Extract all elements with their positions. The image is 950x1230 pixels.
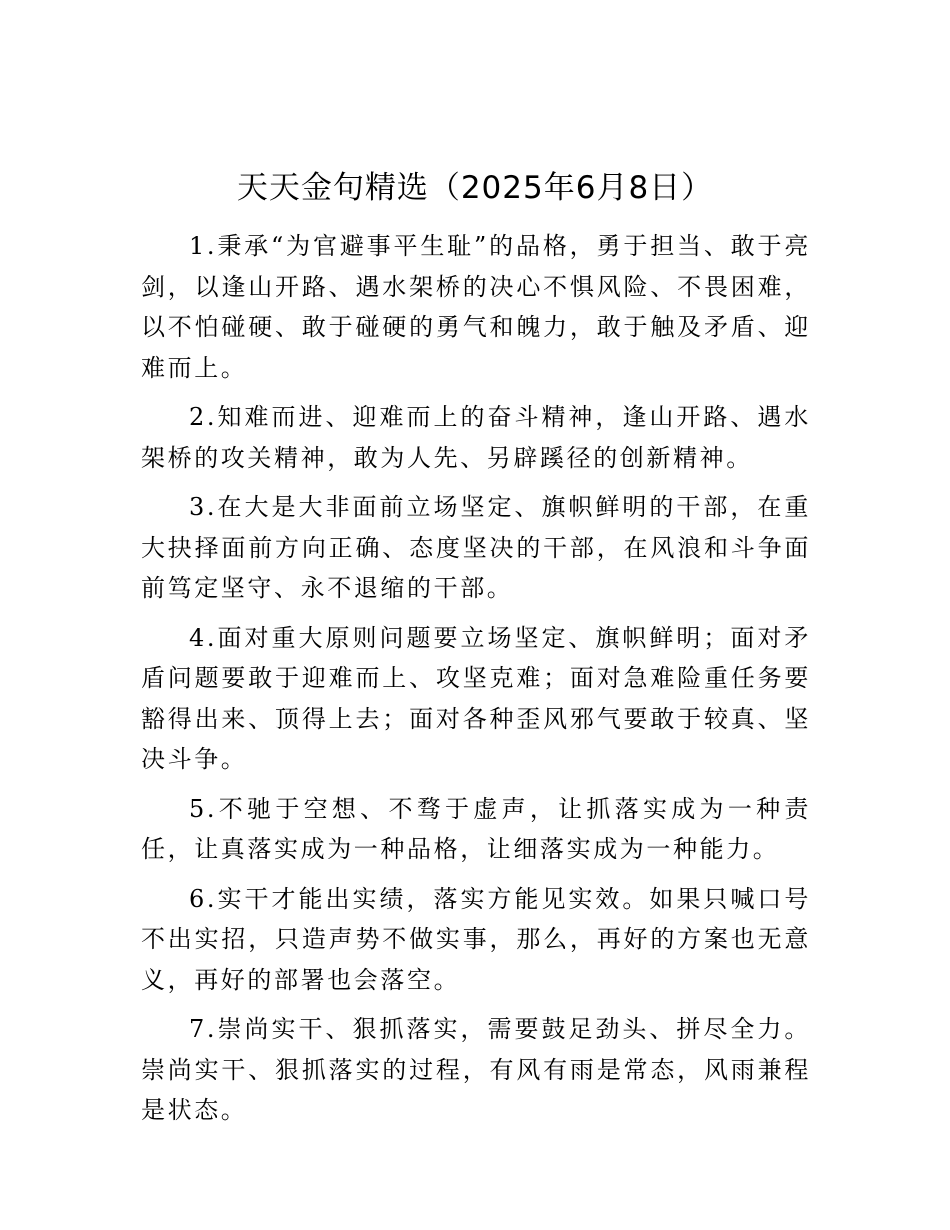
document-title: 天天金句精选（2025年6月8日） [236, 170, 714, 206]
document-body [141, 226, 811, 1140]
paragraph-5: 5.不驰于空想、不骛于虚声，让抓落实成为一种责任，让真落实成为一种品格，让细落实成为一种能力。 [141, 794, 811, 863]
paragraph-2: 2.知难而进、迎难而上的奋斗精神，逢山开路、遇水架桥的攻关精神，敢为人先、另辟蹊径的创新精神。 [141, 403, 811, 472]
paragraph-1: 1.秉承“为官避事平生耻”的品格，勇于担当、敢于亮剑，以逢山开路、遇水架桥的决心不惧风险、不畏困难，以不怕碰硬、敢于碰硬的勇气和魄力，敢于触及矛盾、迎难而上。 [141, 232, 811, 382]
paragraph-4: 4.面对重大原则问题要立场坚定、旗帜鲜明；面对矛盾问题要敢于迎难而上、攻坚克难；面对急难险重任务要豁得出来、顶得上去；面对各种歪风邪气要敢于较真、坚决斗争。 [141, 623, 811, 773]
paragraph-7: 7.崇尚实干、狠抓落实，需要鼓足劲头、拼尽全力。崇尚实干、狠抓落实的过程，有风有雨是常态，风雨兼程是状态。 [141, 1015, 811, 1124]
paragraph-6: 6.实干才能出实绩，落实方能见实效。如果只喊口号不出实招，只造声势不做实事，那么，再好的方案也无意义，再好的部署也会落空。 [141, 884, 811, 994]
paragraph-3: 3.在大是大非面前立场坚定、旗帜鲜明的干部，在重大抉择面前方向正确、态度坚决的干部，在风浪和斗争面前笃定坚守、永不退缩的干部。 [141, 493, 811, 602]
